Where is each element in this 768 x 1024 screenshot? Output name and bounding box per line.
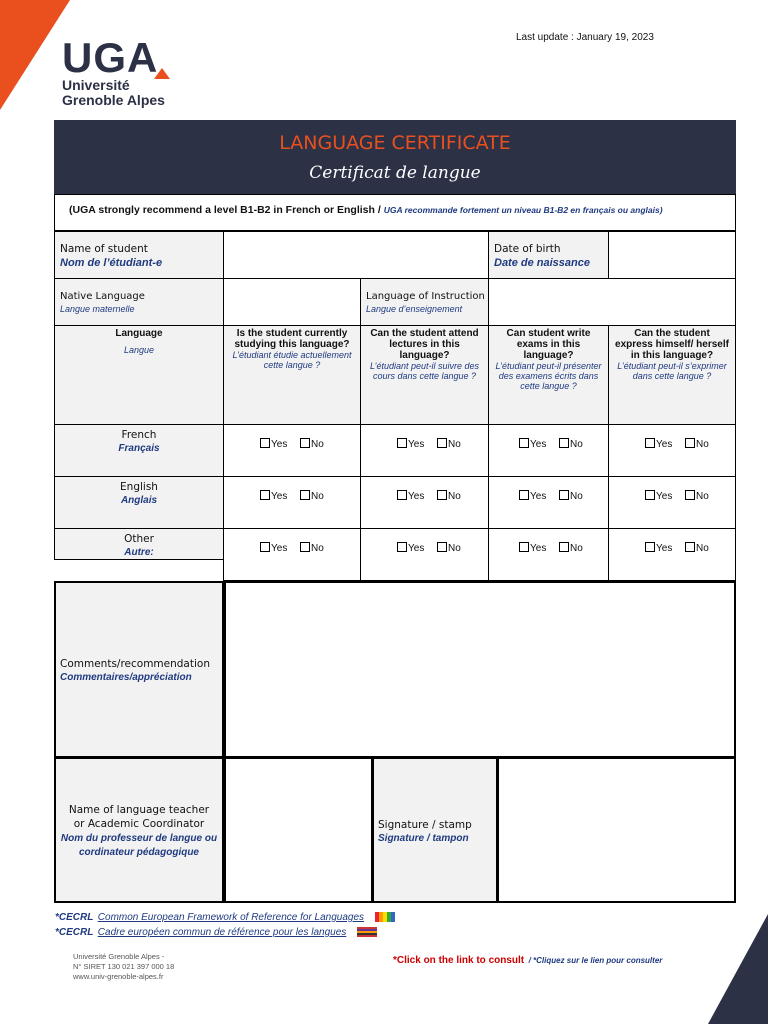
checkbox-box-icon bbox=[519, 542, 529, 552]
last-update: Last update : January 19, 2023 bbox=[516, 32, 654, 43]
footer-line-2: N° SIRET 130 021 397 000 18 bbox=[73, 962, 175, 971]
yes-checkbox[interactable] bbox=[260, 438, 287, 450]
table-header-en: Language bbox=[115, 328, 163, 339]
no-checkbox[interactable] bbox=[559, 490, 583, 502]
logo-line-2: Grenoble Alpes bbox=[62, 92, 165, 108]
language-label-2 bbox=[54, 528, 224, 581]
no-label: No bbox=[696, 439, 709, 450]
table-header-3 bbox=[488, 325, 609, 425]
no-label: No bbox=[570, 491, 583, 502]
recommendation-en: (UGA strongly recommend a level B1-B2 in French or English / bbox=[69, 204, 381, 216]
native-language-label bbox=[54, 278, 224, 326]
other-language-field[interactable] bbox=[54, 559, 224, 582]
yes-checkbox[interactable] bbox=[645, 542, 672, 554]
consult-fr: / *Cliquez sur le lien pour consulter bbox=[528, 956, 663, 965]
instruction-language-field[interactable] bbox=[488, 278, 736, 326]
no-checkbox[interactable] bbox=[437, 438, 461, 450]
answer-cell bbox=[360, 424, 489, 477]
instruction-fr: Langue d’enseignement bbox=[366, 304, 463, 314]
table-header-en: Can the student express himself/ herself in this language? bbox=[615, 328, 729, 361]
yes-checkbox[interactable] bbox=[397, 542, 424, 554]
no-checkbox[interactable] bbox=[685, 490, 709, 502]
dob-en: Date of birth bbox=[494, 243, 561, 255]
checkbox-box-icon bbox=[260, 438, 270, 448]
corner-decoration-bottom bbox=[708, 914, 768, 1024]
signature-label bbox=[372, 757, 498, 903]
corner-decoration-top bbox=[0, 0, 70, 110]
yes-checkbox[interactable] bbox=[645, 438, 672, 450]
signature-field[interactable] bbox=[497, 757, 736, 903]
checkbox-box-icon bbox=[685, 490, 695, 500]
checkbox-box-icon bbox=[300, 438, 310, 448]
student-name-field[interactable] bbox=[223, 231, 489, 279]
yes-label: Yes bbox=[656, 439, 673, 450]
yes-label: Yes bbox=[656, 491, 673, 502]
answer-cell bbox=[608, 528, 736, 581]
no-label: No bbox=[696, 491, 709, 502]
no-checkbox[interactable] bbox=[300, 438, 324, 450]
no-checkbox[interactable] bbox=[437, 542, 461, 554]
checkbox-box-icon bbox=[685, 438, 695, 448]
table-header-2 bbox=[360, 325, 489, 425]
no-checkbox[interactable] bbox=[300, 490, 324, 502]
no-label: No bbox=[448, 439, 461, 450]
checkbox-box-icon bbox=[437, 438, 447, 448]
yes-label: Yes bbox=[530, 439, 547, 450]
no-checkbox[interactable] bbox=[685, 542, 709, 554]
teacher-label bbox=[54, 757, 224, 903]
table-header-en: Can student write exams in this language? bbox=[506, 328, 591, 361]
table-header-fr: L’étudiant peut-il s’exprimer dans cette langue ? bbox=[617, 361, 727, 381]
yes-label: Yes bbox=[408, 439, 425, 450]
yes-checkbox[interactable] bbox=[519, 542, 546, 554]
signature-en: Signature / stamp bbox=[378, 819, 472, 831]
yes-checkbox[interactable] bbox=[260, 490, 287, 502]
no-label: No bbox=[570, 543, 583, 554]
comments-label bbox=[54, 581, 224, 758]
instruction-en: Language of Instruction bbox=[366, 291, 485, 302]
language-en: English bbox=[120, 481, 158, 493]
no-label: No bbox=[311, 439, 324, 450]
yes-label: Yes bbox=[271, 439, 288, 450]
checkbox-box-icon bbox=[685, 542, 695, 552]
table-header-1 bbox=[223, 325, 361, 425]
language-fr: Français bbox=[118, 443, 160, 454]
checkbox-box-icon bbox=[437, 542, 447, 552]
native-language-field[interactable] bbox=[223, 278, 361, 326]
language-fr: Autre: bbox=[124, 547, 154, 558]
comments-field[interactable] bbox=[224, 581, 736, 758]
dob-label bbox=[488, 231, 609, 279]
recommendation-box bbox=[54, 194, 736, 231]
teacher-fr-1: Nom du professeur de langue ou bbox=[60, 833, 218, 844]
cecrl-fr bbox=[55, 922, 377, 940]
checkbox-box-icon bbox=[519, 490, 529, 500]
cecrl-prefix-fr: *CECRL bbox=[55, 927, 94, 938]
comments-en: Comments/recommendation bbox=[60, 658, 210, 670]
checkbox-box-icon bbox=[559, 490, 569, 500]
footer-address bbox=[73, 952, 174, 982]
yes-label: Yes bbox=[530, 491, 547, 502]
logo-mark: UGA bbox=[62, 34, 159, 81]
table-header-en: Can the student attend lectures in this language? bbox=[370, 328, 479, 361]
page-subtitle: Certificat de langue bbox=[309, 163, 481, 183]
uga-logo bbox=[62, 34, 165, 108]
checkbox-box-icon bbox=[519, 438, 529, 448]
language-fr: Anglais bbox=[120, 495, 158, 506]
checkbox-box-icon bbox=[397, 542, 407, 552]
yes-checkbox[interactable] bbox=[397, 438, 424, 450]
table-header-4 bbox=[608, 325, 736, 425]
answer-cell bbox=[223, 476, 361, 529]
answer-cell bbox=[608, 476, 736, 529]
no-label: No bbox=[311, 491, 324, 502]
checkbox-box-icon bbox=[397, 438, 407, 448]
logo-line-1: Université bbox=[62, 77, 130, 93]
checkbox-box-icon bbox=[645, 438, 655, 448]
yes-checkbox[interactable] bbox=[519, 438, 546, 450]
answer-cell bbox=[488, 476, 609, 529]
native-fr: Langue maternelle bbox=[60, 304, 135, 314]
language-en: Other bbox=[124, 533, 154, 545]
table-header-0 bbox=[54, 325, 224, 425]
dob-fr: Date de naissance bbox=[494, 257, 590, 269]
checkbox-box-icon bbox=[645, 490, 655, 500]
no-label: No bbox=[448, 491, 461, 502]
cecrl-en-icon bbox=[375, 912, 395, 922]
yes-label: Yes bbox=[271, 543, 288, 554]
no-checkbox[interactable] bbox=[559, 542, 583, 554]
teacher-name-field[interactable] bbox=[224, 757, 373, 903]
consult-note bbox=[393, 950, 662, 968]
cecrl-link-en[interactable]: Common European Framework of Reference for Languages bbox=[97, 912, 365, 923]
answer-cell bbox=[223, 528, 361, 581]
recommendation-fr: UGA recommande fortement un niveau B1-B2 en français ou anglais) bbox=[383, 205, 663, 215]
table-header-fr: Langue bbox=[123, 345, 155, 355]
teacher-en-2: or Academic Coordinator bbox=[73, 818, 205, 830]
student-name-label bbox=[54, 231, 224, 279]
yes-checkbox[interactable] bbox=[260, 542, 287, 554]
yes-label: Yes bbox=[656, 543, 673, 554]
checkbox-box-icon bbox=[645, 542, 655, 552]
no-label: No bbox=[448, 543, 461, 554]
answer-cell bbox=[360, 528, 489, 581]
table-header-en: Is the student currently studying this language? bbox=[234, 328, 350, 350]
answer-cell bbox=[608, 424, 736, 477]
yes-label: Yes bbox=[408, 543, 425, 554]
comments-fr: Commentaires/appréciation bbox=[60, 672, 192, 683]
no-checkbox[interactable] bbox=[685, 438, 709, 450]
checkbox-box-icon bbox=[300, 490, 310, 500]
signature-fr: Signature / tampon bbox=[378, 833, 469, 844]
checkbox-box-icon bbox=[260, 490, 270, 500]
answer-cell bbox=[488, 424, 609, 477]
cecrl-link-fr[interactable]: Cadre européen commun de référence pour les langues bbox=[97, 927, 347, 938]
logo-triangle-icon bbox=[154, 68, 170, 79]
footer-line-3: www.univ-grenoble-alpes.fr bbox=[73, 972, 164, 981]
no-label: No bbox=[570, 439, 583, 450]
yes-checkbox[interactable] bbox=[519, 490, 546, 502]
yes-label: Yes bbox=[271, 491, 288, 502]
no-checkbox[interactable] bbox=[559, 438, 583, 450]
yes-checkbox[interactable] bbox=[397, 490, 424, 502]
checkbox-box-icon bbox=[437, 490, 447, 500]
checkbox-box-icon bbox=[300, 542, 310, 552]
native-en: Native Language bbox=[60, 291, 145, 302]
language-en: French bbox=[121, 429, 157, 441]
yes-label: Yes bbox=[530, 543, 547, 554]
no-label: No bbox=[696, 543, 709, 554]
answer-cell bbox=[360, 476, 489, 529]
no-label: No bbox=[311, 543, 324, 554]
footer-line-1: Université Grenoble Alpes - bbox=[73, 952, 165, 961]
dob-field[interactable] bbox=[608, 231, 736, 279]
answer-cell bbox=[488, 528, 609, 581]
table-header-fr: L’étudiant peut-il suivre des cours dans cette langue ? bbox=[369, 361, 480, 381]
table-header-fr: L’étudiant étudie actuellement cette langue ? bbox=[232, 350, 352, 370]
teacher-fr-2: cordinateur pédagogique bbox=[78, 847, 199, 858]
checkbox-box-icon bbox=[559, 542, 569, 552]
cecrl-fr-icon bbox=[357, 927, 377, 937]
checkbox-box-icon bbox=[397, 490, 407, 500]
page-title: LANGUAGE CERTIFICATE bbox=[279, 132, 511, 154]
language-label-1 bbox=[54, 476, 224, 529]
yes-checkbox[interactable] bbox=[645, 490, 672, 502]
answer-cell bbox=[223, 424, 361, 477]
yes-label: Yes bbox=[408, 491, 425, 502]
table-header-fr: L’étudiant peut-il présenter des examens écrits dans cette langue ? bbox=[495, 361, 602, 391]
cecrl-prefix-en: *CECRL bbox=[55, 912, 94, 923]
consult-en: *Click on the link to consult bbox=[393, 955, 525, 966]
checkbox-box-icon bbox=[260, 542, 270, 552]
student-name-en: Name of student bbox=[60, 243, 148, 255]
instruction-language-label bbox=[360, 278, 489, 326]
no-checkbox[interactable] bbox=[437, 490, 461, 502]
language-label-0 bbox=[54, 424, 224, 477]
teacher-en-1: Name of language teacher bbox=[68, 804, 210, 816]
student-name-fr: Nom de l’étudiant-e bbox=[60, 257, 163, 269]
no-checkbox[interactable] bbox=[300, 542, 324, 554]
checkbox-box-icon bbox=[559, 438, 569, 448]
